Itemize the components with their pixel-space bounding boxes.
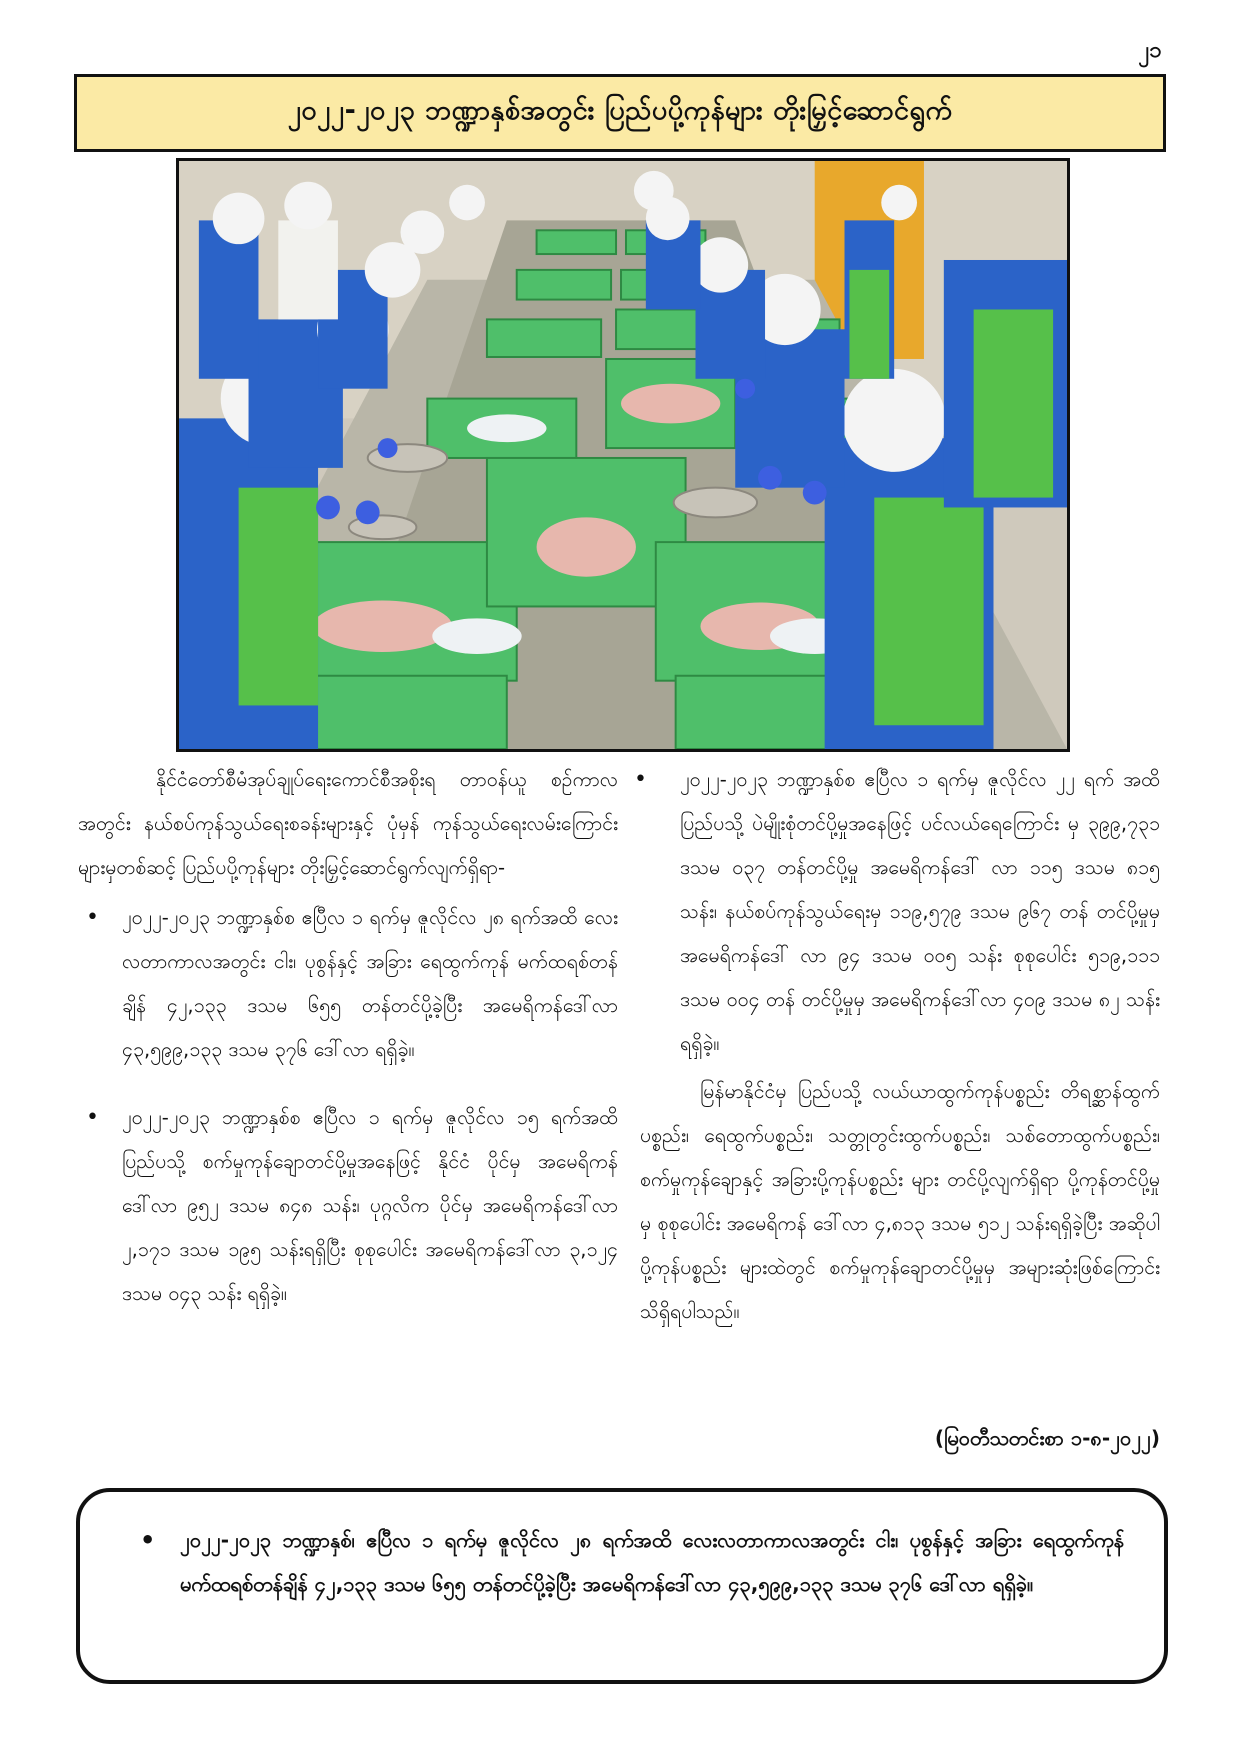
bullet-icon: • xyxy=(140,1526,156,1554)
summary-box xyxy=(76,1488,1168,1684)
summary-text: ၂၀၂၂-၂၀၂၃ ဘဏ္ဍာနှစ်၊ ဧပြီလ ၁ ရက်မှ ဇူလိုင်လ ၂၈ ရက်အထိ လေးလတာကာလအတွင်း ငါး၊ ပုစွန်နှင့် အခြား ရေထွက်ကုန် မက်ထရစ်တန်ချိန် ၄၂,၁၃၃ ဒသမ ၆၅၅ တန်တင်ပို့ခဲ့ပြီး အမေရိကန်ဒေါ်လာ ၄၃,၅၉၉,၁၃၃ ဒသမ ၃၇၆ ဒေါ်လာ ရရှိခဲ့။ xyxy=(180,1528,1124,1596)
intro-paragraph: နိုင်ငံတော်စီမံအုပ်ချုပ်ရေးကောင်စီအစိုးရ တာဝန်ယူ စဉ်ကာလအတွင်း နယ်စပ်ကုန်သွယ်ရေးစခန်းများနှင့် ပုံမှန် ကုန်သွယ်ရေးလမ်းကြောင်းများမှတစ်ဆင့် ပြည်ပပို့ကုန်များ တိုးမြှင့်ဆောင်ရွက်လျက်ရှိရာ- xyxy=(78,768,618,879)
conclusion-paragraph: မြန်မာနိုင်ငံမှ ပြည်ပသို့ လယ်ယာထွက်ကုန်ပစ္စည်း တိရစ္ဆာန်ထွက်ပစ္စည်း၊ ရေထွက်ပစ္စည်း၊ သတ္တုတွင်းထွက်ပစ္စည်း၊ သစ်တောထွက်ပစ္စည်း၊ စက်မှုကုန်ချောနှင့် အခြားပို့ကုန်ပစ္စည်း များ တင်ပို့လျက်ရှိရာ ပို့ကုန်တင်ပို့မှုမှ စုစုပေါင်း အမေရိကန် ဒေါ်လာ ၄,၈၁၃ ဒသမ ၅၁၂ သန်းရရှိခဲ့ပြီး အဆိုပါပို့ကုန်ပစ္စည်း များထဲတွင် စက်မှုကုန်ချောတင်ပို့မှုမှ အများဆုံးဖြစ်ကြောင်း သိရှိရပါသည်။ xyxy=(640,1080,1160,1323)
bullet-text: ၂၀၂၂-၂၀၂၃ ဘဏ္ဍာနှစ်စ ဧပြီလ ၁ ရက်မှ ဇူလိုင်လ ၂၂ ရက် အထိ ပြည်ပသို့ ပဲမျိုးစုံတင်ပို့မှုအနေဖြင့် ပင်လယ်ရေကြောင်း မှ ၃၉၉,၇၃၁ ဒသမ ၀၃၇ တန်တင်ပို့မှု အမေရိကန်ဒေါ် လာ ၁၁၅ ဒသမ ၈၁၅ သန်း၊ နယ်စပ်ကုန်သွယ်ရေးမှ ၁၁၉,၅၇၉ ဒသမ ၉၆၇ တန် တင်ပို့မှုမှ အမေရိကန်ဒေါ် လာ ၉၄ ဒသမ ၀၀၅ သန်း စုစုပေါင်း ၅၁၉,၁၁၁ ဒသမ ၀၀၄ တန် တင်ပို့မှုမှ အမေရိကန်ဒေါ်လာ ၄၀၉ ဒသမ ၈၂ သန်း ရရှိခဲ့။ xyxy=(680,768,1160,1055)
right-column xyxy=(634,758,1160,1334)
left-column xyxy=(78,758,618,1316)
page-title xyxy=(74,74,1166,152)
bullet-text: ၂၀၂၂-၂၀၂၃ ဘဏ္ဍာနှစ်စ ဧပြီလ ၁ ရက်မှ ဇူလိုင်လ ၂၈ ရက်အထိ လေးလတာကာလအတွင်း ငါး၊ ပုစွန်နှင့် အခြား ရေထွက်ကုန် မက်ထရစ်တန်ချိန် ၄၂,၁၃၃ ဒသမ ၆၅၅ တန်တင်ပို့ခဲ့ပြီး အမေရိကန်ဒေါ်လာ ၄၃,၅၉၉,၁၃၃ ဒသမ ၃၇၆ ဒေါ်လာ ရရှိခဲ့။ xyxy=(122,906,618,1061)
fish-processing-photo xyxy=(176,158,1070,752)
bullet-icon: • xyxy=(86,905,99,930)
bullet-icon: • xyxy=(86,1105,99,1130)
bullet-text: ၂၀၂၂-၂၀၂၃ ဘဏ္ဍာနှစ်စ ဧပြီလ ၁ ရက်မှ ဇူလိုင်လ ၁၅ ရက်အထိ ပြည်ပသို့ စက်မှုကုန်ချောတင်ပို့မှုအနေဖြင့် နိုင်ငံ ပိုင်မှ အမေရိကန်ဒေါ်လာ ၉၅၂ ဒသမ ၈၄၈ သန်း၊ ပုဂ္ဂလိက ပိုင်မှ အမေရိကန်ဒေါ်လာ ၂,၁၇၁ ဒသမ ၁၉၅ သန်းရရှိပြီး စုစုပေါင်း အမေရိကန်ဒေါ်လာ ၃,၁၂၄ ဒသမ ၀၄၃ သန်း ရရှိခဲ့။ xyxy=(122,1106,618,1305)
page-title-text: ၂၀၂၂-၂၀၂၃ ဘဏ္ဍာနှစ်အတွင်း ပြည်ပပို့ကုန်များ တိုးမြှင့်ဆောင်ရွက် xyxy=(287,95,953,126)
list-item xyxy=(634,758,1160,1066)
list-item xyxy=(78,1096,618,1316)
bullet-icon: • xyxy=(634,767,647,792)
summary-item xyxy=(136,1518,1124,1606)
page-number: ၂၁ xyxy=(1138,38,1162,63)
photo-illustration xyxy=(179,161,1067,749)
list-item xyxy=(78,896,618,1072)
source-citation: (မြဝတီသတင်းစာ ၁-၈-၂၀၂၂) xyxy=(934,1426,1160,1450)
